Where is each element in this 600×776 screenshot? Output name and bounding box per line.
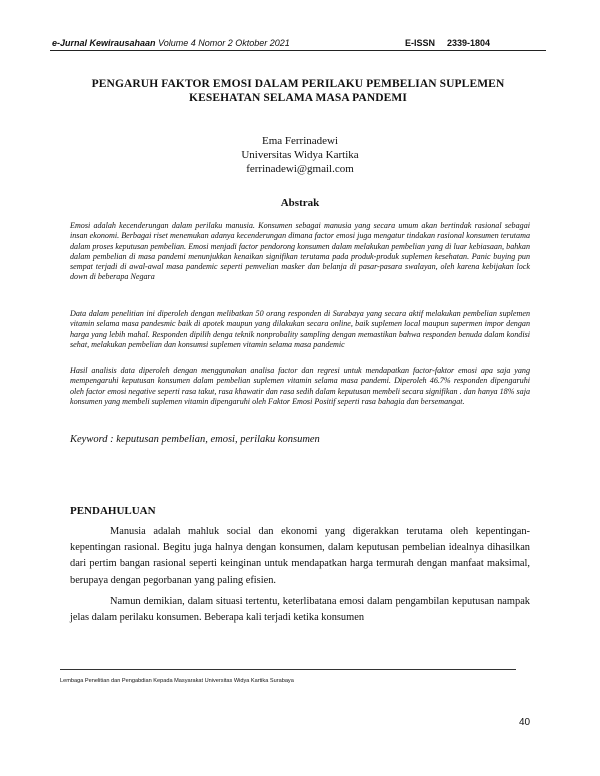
abstract-paragraph-3: Hasil analisis data diperoleh dengan menggunakan analisa factor dan regresi untuk mendapatkan factor-faktor emosi apa saja yang mempengaruhi keputusan konsumen dalam pembelian suplemen vitamin selama masa pandemi. Diperoleh 46.7% responden dipengaruhi oleh factor emosi negative seperti rasa takut, rasa khawatir dan rasa sedih dalam keputusan membeli secara signifikan . dan hanya 18% saja konsumen yang membeli suplemen vitamin dipengaruhi oleh Faktor Emosi Positif seperti rasa bahagia dan bersemangat. (70, 366, 530, 406)
footer-institution: Lembaga Penelitian dan Pengabdian Kepada Masyarakat Universitas Widya Kartika Surabaya (60, 678, 294, 684)
body-paragraph-1: Manusia adalah mahluk social dan ekonomi yang digerakkan terutama oleh kepentingan-kepentingan rasional. Begitu juga halnya dengan konsumen, dalam keputusan pembelian idealnya dihasilkan dari pertim bangan rasional seperti keinginan untuk mendapatkan harga termurah dengan manfaat maksimal, berupaya dengan pegorbanan yang paling efisien. (70, 526, 530, 586)
eissn-label: E-ISSN (405, 38, 436, 48)
author-affiliation: Universitas Widya Kartika (241, 149, 359, 161)
author-name: Ema Ferrinadewi (261, 135, 339, 147)
abstract-heading: Abstrak (280, 197, 320, 209)
keywords: Keyword : keputusan pembelian, emosi, perilaku konsumen (70, 434, 320, 445)
abstract-paragraph-2: Data dalam penelitian ini diperoleh dengan melibatkan 50 orang responden di Surabaya yang secara aktif melakukan pembelian suplemen vitamin selama masa pandesmic baik di apotek maupun yang dilakukan secara online, baik suplemen local maupun supermen impor dengan harga yang lebih mahal. Responden dipilih denga teknik nonprobality sampling dengan memastikan bahwa responden benuda dalam kondisi sehat, melakukan pembelian dan konsumsi suplemen vitamin selama masa pandemic (70, 309, 530, 349)
author-email: ferrinadewi@gmail.com (246, 163, 354, 175)
journal-issue: Volume 4 Nomor 2 Oktober 2021 (158, 38, 290, 48)
journal-name: e-Jurnal Kewirausahaan (52, 38, 156, 48)
running-header-left (52, 38, 290, 48)
header-rule (50, 50, 546, 51)
eissn-value: 2339-1804 (447, 38, 491, 48)
abstract-paragraph-1: Emosi adalah kecenderungan dalam perilaku manusia. Konsumen sebagai manusia yang secara umum akan bertindak rasional sebagai insan ekonomi. Berbagai riset menemukan adanya kecenderungan dimana factor emosi juga mengatur tindakan rasional konsumen terutama dalam proses keputusan pembelian. Emosi menjadi factor pendorong konsumen dalam melakukan pembelian yang di luar kebiasaan, bahkan dalam pembelian di masa pandemi menunjukkan kenaikan signifikan terutama pada produk-produk suplemen kesehatan. Panic buying pun sempat terjadi di awal-awal masa pandemic seperti pemvelian masker dan belanja di pasar-pasara swalayan, oleh karena kebijakan lock down di beberapa Negara (70, 221, 530, 282)
paper-title: PENGARUH FAKTOR EMOSI DALAM PERILAKU PEMBELIAN SUPLEMEN KESEHATAN SELAMA MASA PANDEMI (91, 78, 505, 104)
footer-rule (60, 669, 516, 670)
section-heading: PENDAHULUAN (70, 505, 156, 517)
running-header-right (405, 38, 490, 48)
page-number: 40 (519, 717, 531, 728)
body-paragraph-2: Namun demikian, dalam situasi tertentu, keterlibatana emosi dalam pengambilan keputusan nampak jelas dalam perilaku konsumen. Beberapa kali terjadi ketika konsumen (70, 596, 530, 624)
